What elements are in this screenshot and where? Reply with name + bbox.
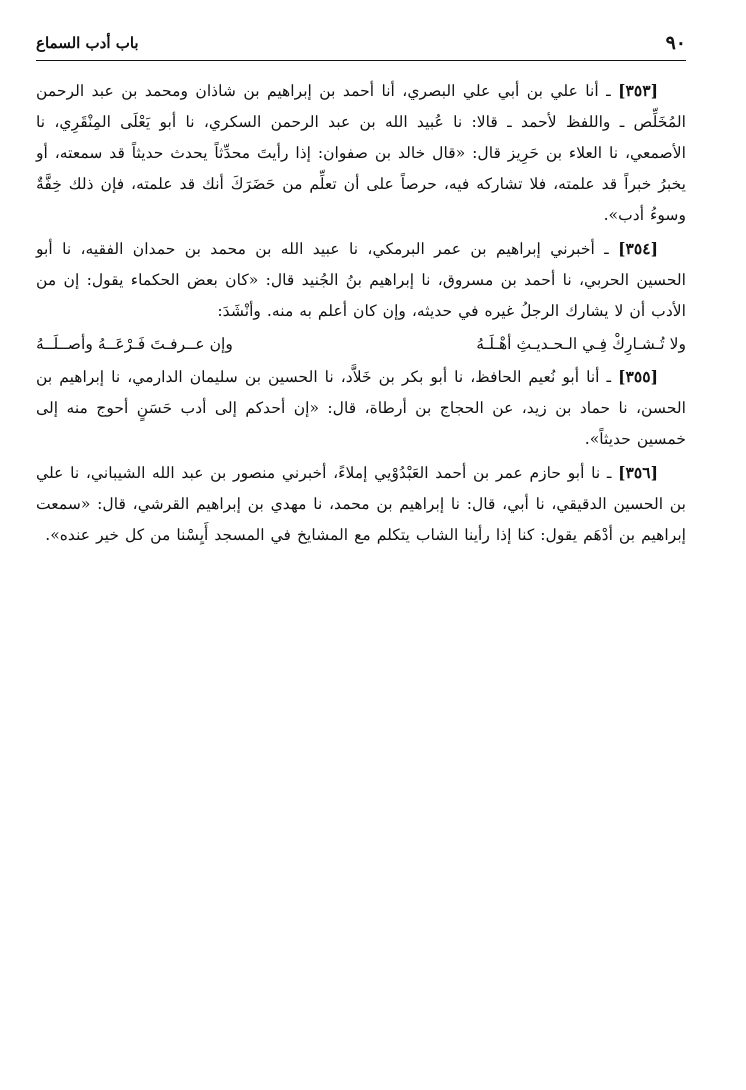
- hadith-entry-355: [36, 361, 686, 455]
- entry-text: ـ نا أبو حازم عمر بن أحمد العَبْدُوْيي إملاءً، أخبرني منصور بن عبد الله الشيباني، نا علي بن الحسين الدقيقي، نا أبي، قال: نا إبراهيم بن محمد، نا مهدي بن إبراهيم القرشي، قال: «سمعت إبراهيم بن أدْهَم يقول: كنا إذا رأينا الشاب يتكلم مع المشايخ في المسجد أَيِسْنا من كل خير عنده».: [36, 464, 686, 544]
- entry-number: [٣٥٥]: [618, 367, 658, 386]
- hadith-entry-354: [36, 233, 686, 327]
- first-hemistich: ولا تُـشـارِكْ فِـي الـحـديـثِ أهْـلَـهُ: [476, 335, 686, 353]
- entry-text: ـ أنا علي بن أبي علي البصري، أنا أحمد بن إبراهيم بن شاذان ومحمد بن عبد الرحمن المُخَلِّص ـ واللفظ لأحمد ـ قالا: نا عُبيد الله بن عبد الرحمن السكري، نا أبو يَعْلَى المِنْقَرِي، نا الأصمعي، نا العلاء بن حَرِيز قال: «قال خالد بن صفوان: إذا رأيتَ محدِّثاً يحدث حديثاً قد سمعته، أو يخبرُ خبراً قد علمته، فلا تشاركه فيه، حرصاً على أن تعلِّم من حَضَرَكَ أنك قد علمته، فإن ذلك خِفَّةٌ وسوءُ أدب».: [36, 82, 686, 224]
- entry-number: [٣٥٣]: [618, 81, 658, 100]
- hadith-entry-356: [36, 457, 686, 551]
- entry-number: [٣٥٤]: [618, 239, 658, 258]
- entry-number: [٣٥٦]: [618, 463, 658, 482]
- book-page: [36, 30, 686, 553]
- second-hemistich: وإن عــرفـتَ فَـرْعَــهُ وأصــلَــهُ: [36, 335, 233, 353]
- page-header: [36, 30, 686, 61]
- entry-text: ـ أنا أبو نُعيم الحافظ، نا أبو بكر بن خَلاَّد، نا الحسين بن سليمان الدارمي، نا إبراهيم بن الحسن، نا حماد بن زيد، عن الحجاج بن أرطاة، قال: «إن أحدكم إلى أدب حَسَنٍ أحوج منه إلى خمسين حديثاً».: [36, 368, 686, 448]
- running-title: باب أدب السماع: [36, 34, 139, 52]
- entry-text: ـ أخبرني إبراهيم بن عمر البرمكي، نا عبيد الله بن محمد بن حمدان الفقيه، نا أبو الحسين الحربي، نا أحمد بن مسروق، نا إبراهيم بنُ الجُنيد قال: «كان بعض الحكماء يقول: إن من الأدب أن لا يشارك الرجلُ غيره في حديثه، وإن كان أعلم به منه. وأنْشَدَ:: [36, 240, 686, 320]
- poetry-verse: [36, 329, 686, 359]
- hadith-entry-353: [36, 75, 686, 231]
- page-number: ٩٠: [665, 32, 686, 54]
